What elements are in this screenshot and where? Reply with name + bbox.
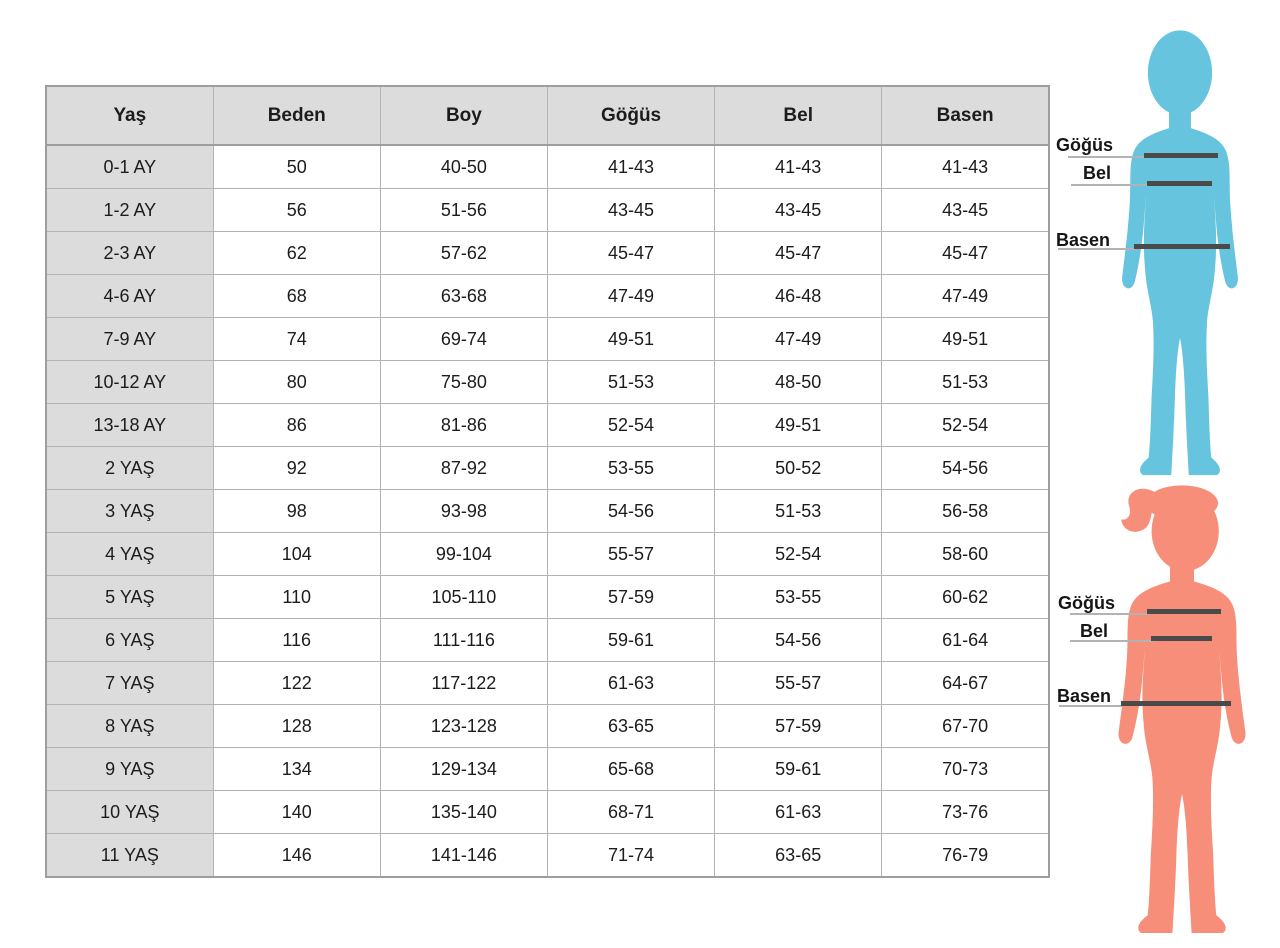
data-cell: 75-80 <box>380 361 547 404</box>
row-header-cell: 2 YAŞ <box>46 447 213 490</box>
table-row <box>46 490 1049 533</box>
table-row <box>46 232 1049 275</box>
data-cell: 92 <box>213 447 380 490</box>
data-cell: 57-62 <box>380 232 547 275</box>
table-row <box>46 748 1049 791</box>
data-cell: 43-45 <box>547 189 714 232</box>
data-cell: 57-59 <box>715 705 882 748</box>
chest-measure-bar <box>1147 609 1221 614</box>
row-header-cell: 2-3 AY <box>46 232 213 275</box>
data-cell: 53-55 <box>715 576 882 619</box>
data-cell: 122 <box>213 662 380 705</box>
table-row <box>46 619 1049 662</box>
data-cell: 110 <box>213 576 380 619</box>
chest-label: Göğüs <box>1056 135 1113 155</box>
header-cell: Basen <box>882 86 1049 145</box>
data-cell: 61-64 <box>882 619 1049 662</box>
data-cell: 61-63 <box>547 662 714 705</box>
table-row <box>46 705 1049 748</box>
data-cell: 65-68 <box>547 748 714 791</box>
waist-measure-bar <box>1151 636 1212 641</box>
data-cell: 45-47 <box>882 232 1049 275</box>
data-cell: 71-74 <box>547 834 714 878</box>
data-cell: 46-48 <box>715 275 882 318</box>
data-cell: 41-43 <box>547 145 714 189</box>
waist-label: Bel <box>1083 163 1112 183</box>
data-cell: 43-45 <box>882 189 1049 232</box>
row-header-cell: 10 YAŞ <box>46 791 213 834</box>
data-cell: 67-70 <box>882 705 1049 748</box>
data-cell: 58-60 <box>882 533 1049 576</box>
data-cell: 51-53 <box>882 361 1049 404</box>
row-header-cell: 5 YAŞ <box>46 576 213 619</box>
data-cell: 41-43 <box>882 145 1049 189</box>
data-cell: 105-110 <box>380 576 547 619</box>
data-cell: 55-57 <box>547 533 714 576</box>
row-header-cell: 6 YAŞ <box>46 619 213 662</box>
table-row <box>46 404 1049 447</box>
data-cell: 64-67 <box>882 662 1049 705</box>
row-header-cell: 13-18 AY <box>46 404 213 447</box>
header-cell: Bel <box>715 86 882 145</box>
data-cell: 54-56 <box>715 619 882 662</box>
table-header-row <box>46 86 1049 145</box>
data-cell: 146 <box>213 834 380 878</box>
header-cell: Göğüs <box>547 86 714 145</box>
row-header-cell: 7-9 AY <box>46 318 213 361</box>
data-cell: 134 <box>213 748 380 791</box>
data-cell: 73-76 <box>882 791 1049 834</box>
data-cell: 80 <box>213 361 380 404</box>
row-header-cell: 9 YAŞ <box>46 748 213 791</box>
data-cell: 56 <box>213 189 380 232</box>
header-cell: Boy <box>380 86 547 145</box>
table-row <box>46 189 1049 232</box>
waist-measure-bar <box>1147 181 1212 186</box>
chest-measure-bar <box>1144 153 1218 158</box>
data-cell: 51-53 <box>715 490 882 533</box>
row-header-cell: 8 YAŞ <box>46 705 213 748</box>
table-row <box>46 576 1049 619</box>
hip-measure-bar <box>1134 244 1230 249</box>
data-cell: 52-54 <box>882 404 1049 447</box>
hip-label: Basen <box>1056 230 1111 250</box>
data-cell: 47-49 <box>547 275 714 318</box>
data-cell: 98 <box>213 490 380 533</box>
data-cell: 52-54 <box>547 404 714 447</box>
data-cell: 61-63 <box>715 791 882 834</box>
data-cell: 47-49 <box>882 275 1049 318</box>
child-silhouette-blue <box>1107 26 1253 478</box>
data-cell: 63-65 <box>715 834 882 878</box>
data-cell: 49-51 <box>882 318 1049 361</box>
row-header-cell: 7 YAŞ <box>46 662 213 705</box>
data-cell: 86 <box>213 404 380 447</box>
table-row <box>46 361 1049 404</box>
data-cell: 62 <box>213 232 380 275</box>
data-cell: 116 <box>213 619 380 662</box>
row-header-cell: 4-6 AY <box>46 275 213 318</box>
data-cell: 59-61 <box>715 748 882 791</box>
data-cell: 68-71 <box>547 791 714 834</box>
data-cell: 45-47 <box>715 232 882 275</box>
row-header-cell: 4 YAŞ <box>46 533 213 576</box>
data-cell: 56-58 <box>882 490 1049 533</box>
data-cell: 40-50 <box>380 145 547 189</box>
data-cell: 128 <box>213 705 380 748</box>
table-row <box>46 275 1049 318</box>
data-cell: 54-56 <box>547 490 714 533</box>
data-cell: 47-49 <box>715 318 882 361</box>
data-cell: 49-51 <box>547 318 714 361</box>
data-cell: 48-50 <box>715 361 882 404</box>
table-row <box>46 318 1049 361</box>
data-cell: 60-62 <box>882 576 1049 619</box>
data-cell: 57-59 <box>547 576 714 619</box>
data-cell: 69-74 <box>380 318 547 361</box>
data-cell: 117-122 <box>380 662 547 705</box>
row-header-cell: 0-1 AY <box>46 145 213 189</box>
row-header-cell: 11 YAŞ <box>46 834 213 878</box>
data-cell: 68 <box>213 275 380 318</box>
data-cell: 49-51 <box>715 404 882 447</box>
data-cell: 81-86 <box>380 404 547 447</box>
data-cell: 104 <box>213 533 380 576</box>
data-cell: 63-68 <box>380 275 547 318</box>
table-row <box>46 834 1049 878</box>
data-cell: 59-61 <box>547 619 714 662</box>
waist-label: Bel <box>1080 621 1109 641</box>
data-cell: 50 <box>213 145 380 189</box>
data-cell: 93-98 <box>380 490 547 533</box>
data-cell: 45-47 <box>547 232 714 275</box>
row-header-cell: 10-12 AY <box>46 361 213 404</box>
data-cell: 55-57 <box>715 662 882 705</box>
chest-label: Göğüs <box>1058 593 1115 613</box>
hip-measure-bar <box>1121 701 1231 706</box>
data-cell: 41-43 <box>715 145 882 189</box>
data-cell: 140 <box>213 791 380 834</box>
data-cell: 141-146 <box>380 834 547 878</box>
data-cell: 111-116 <box>380 619 547 662</box>
data-cell: 43-45 <box>715 189 882 232</box>
data-cell: 54-56 <box>882 447 1049 490</box>
header-cell: Yaş <box>46 86 213 145</box>
row-header-cell: 3 YAŞ <box>46 490 213 533</box>
data-cell: 50-52 <box>715 447 882 490</box>
data-cell: 129-134 <box>380 748 547 791</box>
chest-guide-line <box>1068 156 1148 158</box>
data-cell: 135-140 <box>380 791 547 834</box>
table-row <box>46 791 1049 834</box>
data-cell: 51-53 <box>547 361 714 404</box>
chest-guide-line <box>1070 613 1150 615</box>
header-cell: Beden <box>213 86 380 145</box>
row-header-cell: 1-2 AY <box>46 189 213 232</box>
table-row <box>46 145 1049 189</box>
data-cell: 53-55 <box>547 447 714 490</box>
data-cell: 52-54 <box>715 533 882 576</box>
data-cell: 123-128 <box>380 705 547 748</box>
data-cell: 51-56 <box>380 189 547 232</box>
child-silhouette-pink <box>1102 478 1262 936</box>
data-cell: 99-104 <box>380 533 547 576</box>
table-row <box>46 447 1049 490</box>
hip-label: Basen <box>1057 686 1112 706</box>
size-chart-table <box>45 85 1050 878</box>
data-cell: 76-79 <box>882 834 1049 878</box>
table-row <box>46 662 1049 705</box>
table-row <box>46 533 1049 576</box>
waist-guide-line <box>1071 184 1149 186</box>
data-cell: 70-73 <box>882 748 1049 791</box>
data-cell: 74 <box>213 318 380 361</box>
data-cell: 87-92 <box>380 447 547 490</box>
data-cell: 63-65 <box>547 705 714 748</box>
